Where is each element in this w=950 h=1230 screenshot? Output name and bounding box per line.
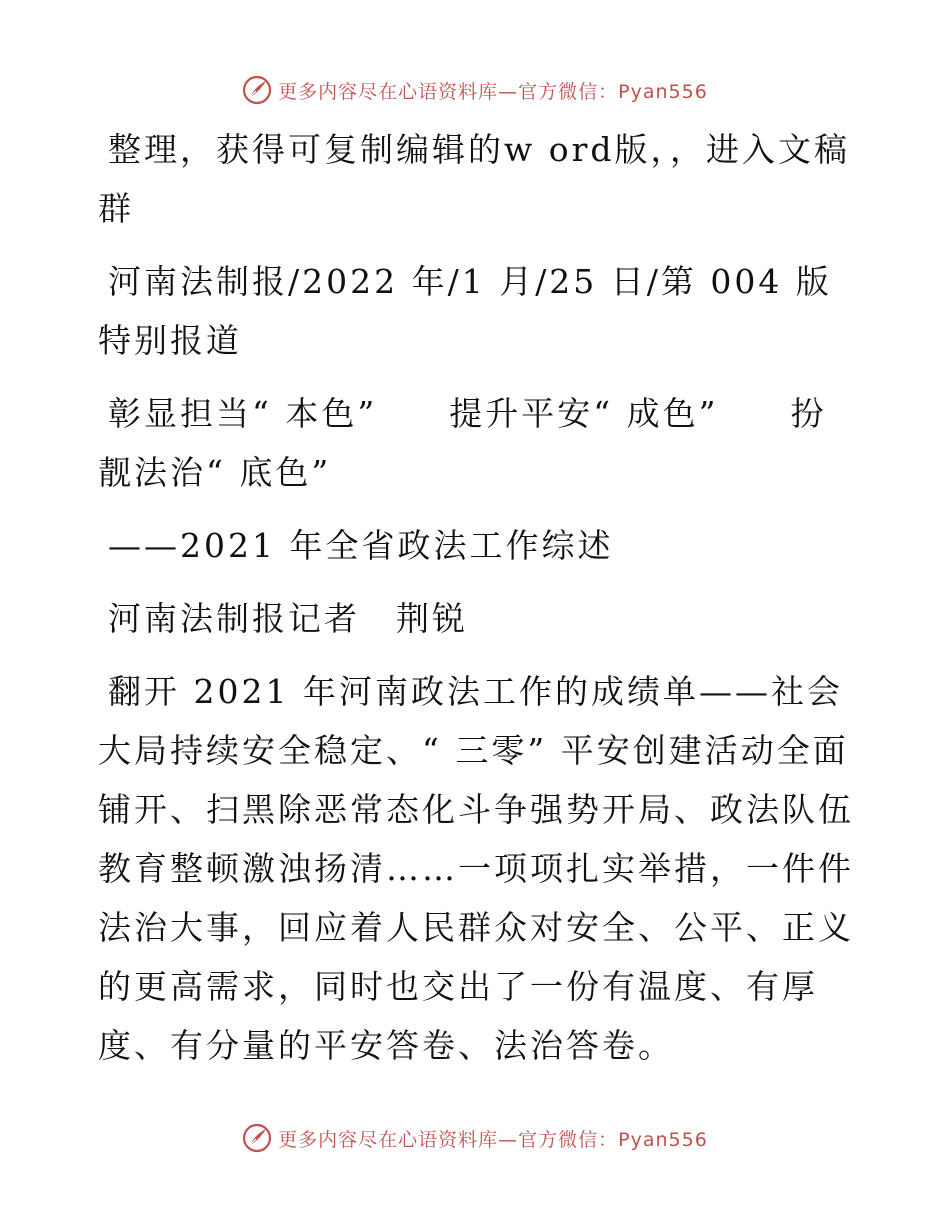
- byline: 河南法制报记者 荆锐: [108, 599, 468, 638]
- banner-wechat-id: Pyan556: [618, 80, 708, 103]
- banner-label: 更多内容尽在心语资料库—官方微信：: [278, 1128, 619, 1151]
- intro-note: 整理，获得可复制编辑的w ord版，，进入文稿群: [98, 130, 851, 228]
- article-title: 彰显担当“ 本色” 提升平安“ 成色” 扮靓法治“ 底色”: [98, 394, 827, 492]
- banner-wechat-id: Pyan556: [618, 1128, 708, 1151]
- feather-seal-icon: [242, 1123, 272, 1153]
- feather-seal-icon: [242, 75, 272, 105]
- document-body: [98, 120, 858, 1089]
- banner-text: [278, 1125, 708, 1152]
- banner-text: [278, 77, 708, 104]
- banner-label: 更多内容尽在心语资料库—官方微信：: [278, 80, 619, 103]
- source-line: 河南法制报/2022 年/1 月/25 日/第 004 版特别报道: [98, 262, 832, 360]
- article-subtitle: ——2021 年全省政法工作综述: [108, 526, 614, 565]
- footer-watermark-banner: [0, 1118, 950, 1158]
- header-watermark-banner: [0, 70, 950, 110]
- body-paragraph: 翻开 2021 年河南政法工作的成绩单——社会大局持续安全稳定、“ 三零” 平安创建活动全面铺开、扫黑除恶常态化斗争强势开局、政法队伍教育整顿激浊扬清……一项项扎实举措，一件件法治大事，回应着人民群众对安全、公平、正义的更高需求，同时也交出了一份有温度、有厚度、有分量的平安答卷、法治答卷。: [98, 672, 854, 1065]
